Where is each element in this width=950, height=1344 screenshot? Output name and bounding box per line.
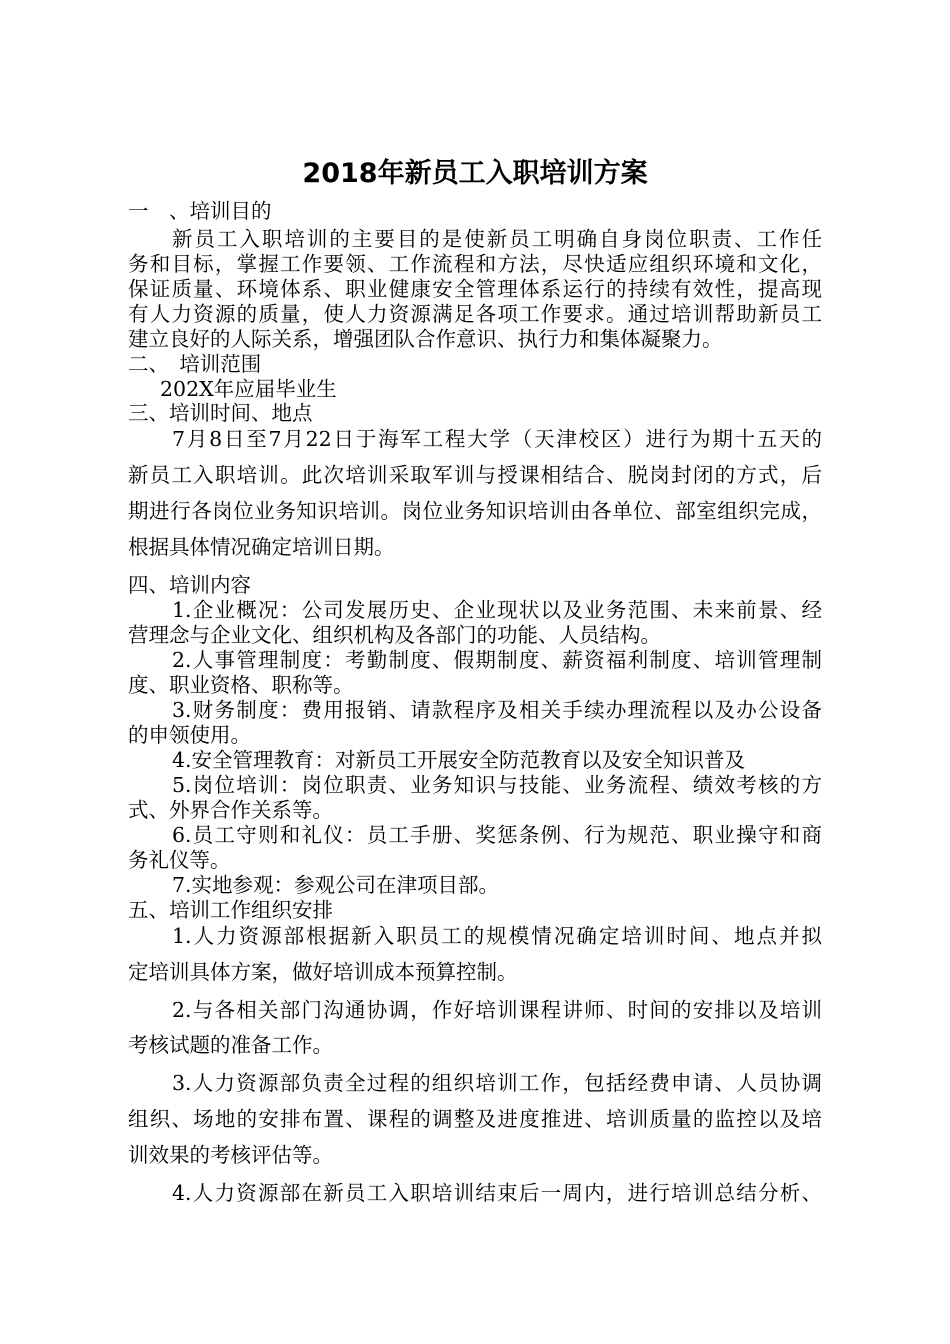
paragraph-line: 建立良好的人际关系，增强团队合作意识、执行力和集体凝聚力。	[128, 327, 723, 351]
heading-1: 一 、培训目的	[128, 199, 272, 223]
heading-3: 三、培训时间、地点	[128, 401, 313, 425]
paragraph-line: 新员工入职培训。此次培训采取军训与授课相结合、脱岗封闭的方式，后	[128, 463, 822, 487]
paragraph-line: 度、职业资格、职称等。	[128, 673, 354, 697]
paragraph-line: 202X年应届毕业生	[160, 377, 337, 401]
paragraph-line: 式、外界合作关系等。	[128, 798, 333, 822]
paragraph-line: 5.岗位培训：岗位职责、业务知识与技能、业务流程、绩效考核的方	[172, 773, 822, 797]
paragraph-line: 3.财务制度：费用报销、请款程序及相关手续办理流程以及办公设备	[172, 698, 822, 722]
document-title: 2018年新员工入职培训方案	[302, 158, 648, 189]
heading-4: 四、培训内容	[128, 573, 251, 597]
paragraph-line: 的申领使用。	[128, 723, 251, 747]
paragraph-line: 6.员工守则和礼仪：员工手册、奖惩条例、行为规范、职业操守和商	[172, 823, 822, 847]
paragraph-line: 根据具体情况确定培训日期。	[128, 535, 395, 559]
paragraph-line: 务和目标，掌握工作要领、工作流程和方法，尽快适应组织环境和文化，	[128, 252, 822, 276]
paragraph-line: 2.与各相关部门沟通协调，作好培训课程讲师、时间的安排以及培训	[172, 998, 822, 1022]
paragraph-line: 定培训具体方案，做好培训成本预算控制。	[128, 960, 518, 984]
heading-2: 二、 培训范围	[128, 352, 262, 376]
paragraph-line: 训效果的考核评估等。	[128, 1143, 333, 1167]
paragraph-line: 期进行各岗位业务知识培训。岗位业务知识培训由各单位、部室组织完成，	[128, 499, 822, 523]
paragraph-line: 4.人力资源部在新员工入职培训结束后一周内，进行培训总结分析、	[172, 1181, 822, 1205]
paragraph-line: 1.企业概况：公司发展历史、企业现状以及业务范围、未来前景、经	[172, 598, 822, 622]
paragraph-line: 考核试题的准备工作。	[128, 1033, 333, 1057]
paragraph-line: 有人力资源的质量，使人力资源满足各项工作要求。通过培训帮助新员工	[128, 302, 822, 326]
paragraph-line: 7月8日至7月22日于海军工程大学（天津校区）进行为期十五天的	[172, 427, 822, 451]
paragraph-line: 务礼仪等。	[128, 848, 231, 872]
paragraph-line: 保证质量、环境体系、职业健康安全管理体系运行的持续有效性，提高现	[128, 277, 822, 301]
paragraph-line: 7.实地参观：参观公司在津项目部。	[172, 873, 500, 897]
paragraph-line: 营理念与企业文化、组织机构及各部门的功能、人员结构。	[128, 623, 661, 647]
paragraph-line: 3.人力资源部负责全过程的组织培训工作，包括经费申请、人员协调	[172, 1071, 822, 1095]
paragraph-line: 2.人事管理制度：考勤制度、假期制度、薪资福利制度、培训管理制	[172, 648, 822, 672]
paragraph-line: 4.安全管理教育：对新员工开展安全防范教育以及安全知识普及	[172, 748, 746, 772]
paragraph-line: 组织、场地的安排布置、课程的调整及进度推进、培训质量的监控以及培	[128, 1107, 822, 1131]
paragraph-line: 新员工入职培训的主要目的是使新员工明确自身岗位职责、工作任	[172, 227, 822, 251]
heading-5: 五、培训工作组织安排	[128, 898, 333, 922]
paragraph-line: 1.人力资源部根据新入职员工的规模情况确定培训时间、地点并拟	[172, 924, 822, 948]
